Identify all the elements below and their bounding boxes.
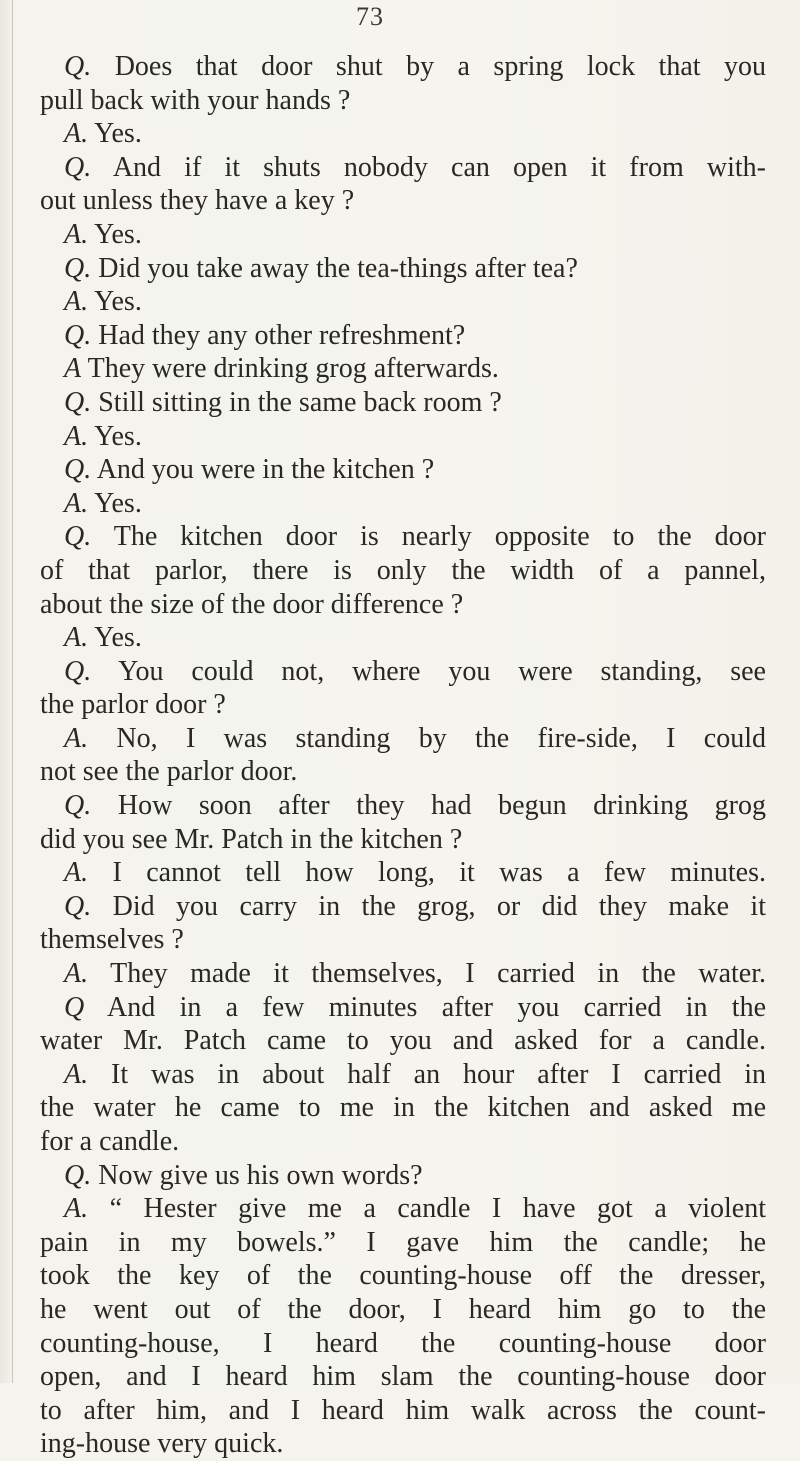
speaker-label: Q. — [64, 51, 92, 82]
transcript-line — [40, 1159, 766, 1193]
line-text: ing-house very quick. — [40, 1428, 284, 1460]
speaker-label: A. — [64, 118, 89, 150]
speaker-label: Q — [64, 991, 85, 1023]
speaker-label: A. — [64, 420, 89, 452]
transcript-line — [40, 755, 766, 789]
transcript-line — [40, 520, 766, 554]
transcript-line — [40, 1192, 766, 1226]
line-text: And you were in the kitchen ? — [91, 454, 435, 486]
line-text: Yes. — [88, 622, 142, 654]
line-text: Still sitting in the same back room ? — [91, 386, 502, 418]
transcript-line — [40, 453, 766, 487]
line-text: the parlor door ? — [40, 689, 226, 721]
line-text: took the key of the counting-house off the dresser, — [40, 1260, 766, 1292]
line-text: Did you take away the tea-things after tea? — [91, 252, 578, 284]
line-text: the water he came to me in the kitchen and asked me — [40, 1092, 766, 1124]
transcript-line — [40, 1058, 766, 1092]
line-text: They made it themselves, I carried in the water. — [88, 958, 766, 990]
transcript-line — [40, 1327, 766, 1361]
line-text: for a candle. — [40, 1126, 180, 1157]
transcript-line — [40, 352, 766, 386]
line-text: open, and I heard him slam the counting-house door — [40, 1361, 766, 1393]
line-text: It was in about half an hour after I carried in — [88, 1058, 766, 1090]
transcript-line — [40, 184, 766, 218]
transcript-line — [40, 487, 766, 521]
speaker-label: A. — [64, 958, 89, 990]
transcript-line — [40, 1394, 766, 1428]
line-text: he went out of the door, I heard him go to the — [40, 1293, 766, 1325]
line-text: They were drinking grog afterwards. — [81, 353, 499, 385]
speaker-label: A. — [64, 218, 89, 250]
line-text: How soon after they had begun drinking grog — [91, 790, 766, 822]
speaker-label: A — [64, 353, 82, 385]
transcript-line — [40, 823, 766, 857]
transcript-line — [40, 957, 766, 991]
transcript-body — [40, 50, 766, 1461]
transcript-line — [40, 588, 766, 622]
line-text: themselves ? — [40, 924, 184, 956]
speaker-label: Q. — [64, 252, 92, 284]
line-text: pain in my bowels.” I gave him the candle; he — [40, 1226, 766, 1258]
line-text: The kitchen door is nearly opposite to the door — [91, 521, 766, 553]
speaker-label: A. — [64, 622, 89, 654]
transcript-line — [40, 722, 766, 756]
line-text: Yes. — [88, 118, 142, 150]
line-text: not see the parlor door. — [40, 756, 298, 788]
transcript-line — [40, 1259, 766, 1293]
speaker-label: A. — [64, 487, 89, 519]
page-number: 73 — [356, 2, 384, 31]
transcript-line — [40, 252, 766, 286]
line-text: out unless they have a key ? — [40, 185, 355, 217]
transcript-line — [40, 319, 766, 353]
line-text: Had they any other refreshment? — [91, 319, 466, 351]
transcript-line — [40, 420, 766, 454]
line-text: No, I was standing by the fire-side, I could — [88, 722, 766, 754]
speaker-label: Q. — [64, 790, 92, 822]
transcript-line — [40, 285, 766, 319]
transcript-line — [40, 554, 766, 588]
line-text: And in a few minutes after you carried in the — [84, 991, 766, 1023]
transcript-line — [40, 151, 766, 185]
transcript-line — [40, 856, 766, 890]
transcript-line — [40, 1024, 766, 1058]
line-text: counting-house, I heard the counting-house door — [40, 1327, 766, 1359]
line-text: Yes. — [88, 487, 142, 519]
speaker-label: Q. — [64, 319, 92, 351]
transcript-line — [40, 1293, 766, 1327]
transcript-line — [40, 621, 766, 655]
transcript-line — [40, 84, 766, 118]
transcript-line — [40, 923, 766, 957]
speaker-label: A. — [64, 286, 89, 318]
speaker-label: A. — [64, 1193, 89, 1225]
speaker-label: A. — [64, 857, 89, 889]
speaker-label: Q. — [64, 386, 92, 418]
line-text: And if it shuts nobody can open it from with- — [91, 151, 766, 183]
speaker-label: Q. — [64, 151, 92, 183]
line-text: “ Hester give me a candle I have got a violent — [88, 1193, 766, 1225]
transcript-line — [40, 1360, 766, 1394]
speaker-label: Q. — [64, 454, 92, 486]
line-text: about the size of the door difference ? — [40, 588, 464, 620]
line-text: to after him, and I heard him walk across the count- — [40, 1394, 766, 1426]
line-text: pull back with your hands ? — [40, 84, 351, 116]
transcript-line — [40, 1091, 766, 1125]
transcript-line — [40, 386, 766, 420]
transcript-line — [40, 688, 766, 722]
transcript-line — [40, 117, 766, 151]
transcript-line — [40, 50, 766, 84]
line-text: I cannot tell how long, it was a few minutes. — [88, 857, 766, 889]
speaker-label: Q. — [64, 655, 92, 687]
line-text: Yes. — [88, 286, 142, 318]
line-text: Now give us his own words? — [91, 1159, 423, 1191]
transcript-line — [40, 218, 766, 252]
speaker-label: Q. — [64, 890, 92, 922]
speaker-label: A. — [64, 1058, 89, 1090]
transcript-line — [40, 1125, 766, 1159]
line-text: Yes. — [88, 218, 142, 250]
line-text: did you see Mr. Patch in the kitchen ? — [40, 823, 463, 855]
line-text: Does that door shut by a spring lock that you — [91, 51, 766, 82]
speaker-label: Q. — [64, 1159, 92, 1191]
transcript-line — [40, 655, 766, 689]
transcript-line — [40, 1427, 766, 1461]
transcript-line — [40, 1226, 766, 1260]
speaker-label: Q. — [64, 521, 92, 553]
line-text: of that parlor, there is only the width of a pannel, — [40, 554, 766, 586]
line-text: water Mr. Patch came to you and asked for a candle. — [40, 1025, 766, 1057]
line-text: Did you carry in the grog, or did they make it — [91, 890, 766, 922]
line-text: Yes. — [88, 420, 142, 452]
line-text: You could not, where you were standing, see — [91, 655, 766, 687]
transcript-line — [40, 991, 766, 1025]
speaker-label: A. — [64, 722, 89, 754]
transcript-line — [40, 890, 766, 924]
page-gutter-edge — [12, 0, 13, 1383]
transcript-line — [40, 789, 766, 823]
